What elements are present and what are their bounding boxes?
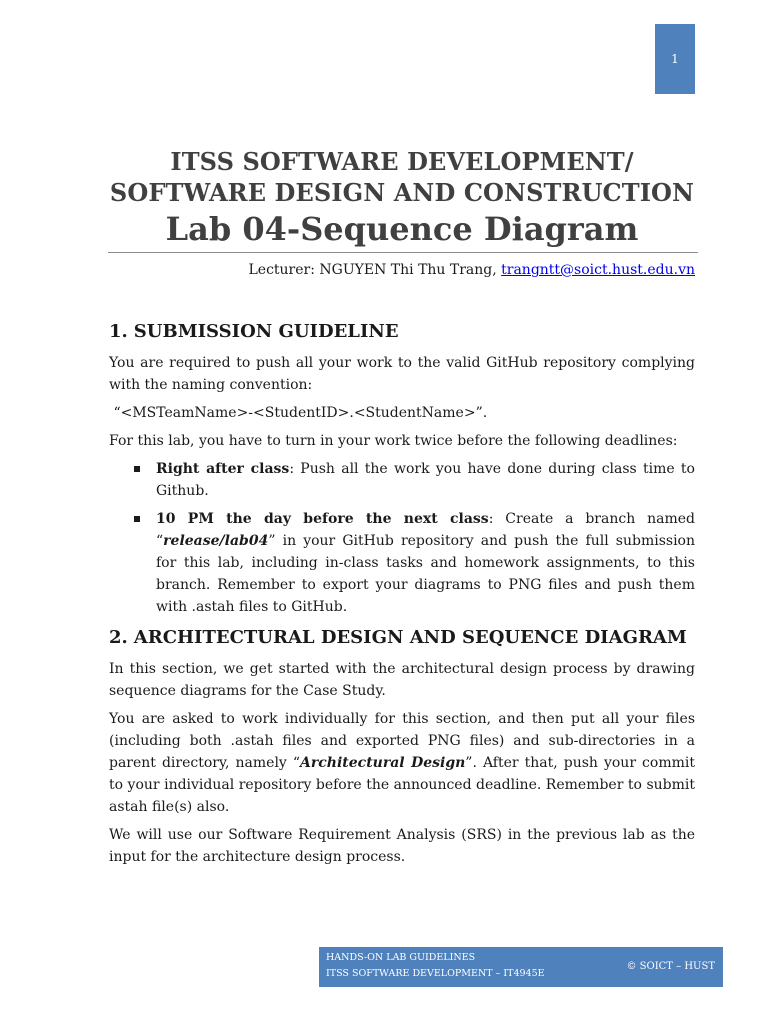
section2-paragraph2-b: ”. After that, push your commit to your individual repository before the announced deadline. Remember to submit astah file(s) also. bbox=[109, 755, 695, 815]
title-divider bbox=[108, 252, 698, 253]
course-title-line2: SOFTWARE DESIGN AND CONSTRUCTION bbox=[109, 178, 695, 207]
directory-name: Architectural Design bbox=[300, 755, 466, 771]
lab-title: Lab 04-Sequence Diagram bbox=[165, 210, 639, 248]
section1-heading bbox=[109, 318, 695, 346]
section2-title: ARCHITECTURAL DESIGN AND SEQUENCE DIAGRAM bbox=[133, 627, 687, 648]
deadline1-label: Right after class bbox=[156, 461, 290, 477]
footer-line2: ITSS SOFTWARE DEVELOPMENT – IT4945E bbox=[326, 968, 545, 979]
lecturer-line bbox=[108, 260, 695, 280]
section2-paragraph2 bbox=[109, 708, 695, 818]
page-number: 1 bbox=[671, 52, 679, 66]
document-title bbox=[108, 146, 696, 249]
section2-paragraph3: We will use our Software Requirement Analysis (SRS) in the previous lab as the input for the architecture design process. bbox=[109, 827, 695, 865]
square-bullet-icon bbox=[134, 516, 140, 522]
section2-heading bbox=[109, 624, 695, 652]
deadline-list bbox=[109, 458, 695, 618]
footer-line1: HANDS-ON LAB GUIDELINES bbox=[326, 952, 476, 963]
course-title-line1: ITSS SOFTWARE DEVELOPMENT/ bbox=[170, 147, 634, 176]
footer-left bbox=[326, 950, 545, 982]
list-item bbox=[156, 508, 695, 618]
lecturer-label: Lecturer: NGUYEN Thi Thu Trang, bbox=[248, 262, 502, 278]
section1-paragraph2: For this lab, you have to turn in your work twice before the following deadlines: bbox=[109, 433, 678, 449]
lecturer-email-link[interactable]: trangntt@soict.hust.edu.vn bbox=[501, 262, 695, 278]
deadline2-label: 10 PM the day before the next class bbox=[156, 511, 489, 527]
square-bullet-icon bbox=[134, 466, 140, 472]
footer-copyright: © SOICT – HUST bbox=[626, 961, 715, 972]
page-number-tab bbox=[655, 24, 695, 94]
document-body bbox=[109, 318, 695, 868]
list-item bbox=[156, 458, 695, 502]
section2-number: 2. bbox=[109, 627, 128, 648]
section1-paragraph1: You are required to push all your work to the valid GitHub repository complying with the naming convention: bbox=[109, 355, 695, 393]
deadline2-text-a: : Create a branch named “ bbox=[156, 511, 695, 549]
deadline2-text-b: ” in your GitHub repository and push the full submission for this lab, including in-class tasks and homework assignments, to this branch. Remember to export your diagrams to PNG files and push them with .astah files to GitHub. bbox=[156, 533, 695, 615]
footer-banner bbox=[319, 947, 723, 987]
section2-paragraph1: In this section, we get started with the architectural design process by drawing sequence diagrams for the Case Study. bbox=[109, 661, 695, 699]
section1-number: 1. bbox=[109, 321, 128, 342]
naming-convention: “<MSTeamName>-<StudentID>.<StudentName>”. bbox=[109, 405, 488, 421]
deadline1-text: : Push all the work you have done during class time to Github. bbox=[156, 461, 695, 499]
section2-paragraph2-a: You are asked to work individually for this section, and then put all your files (including both .astah files and exported PNG files) and sub-directories in a parent directory, namely “ bbox=[109, 711, 695, 771]
branch-name: release/lab04 bbox=[163, 533, 269, 549]
section1-title: SUBMISSION GUIDELINE bbox=[133, 321, 399, 342]
